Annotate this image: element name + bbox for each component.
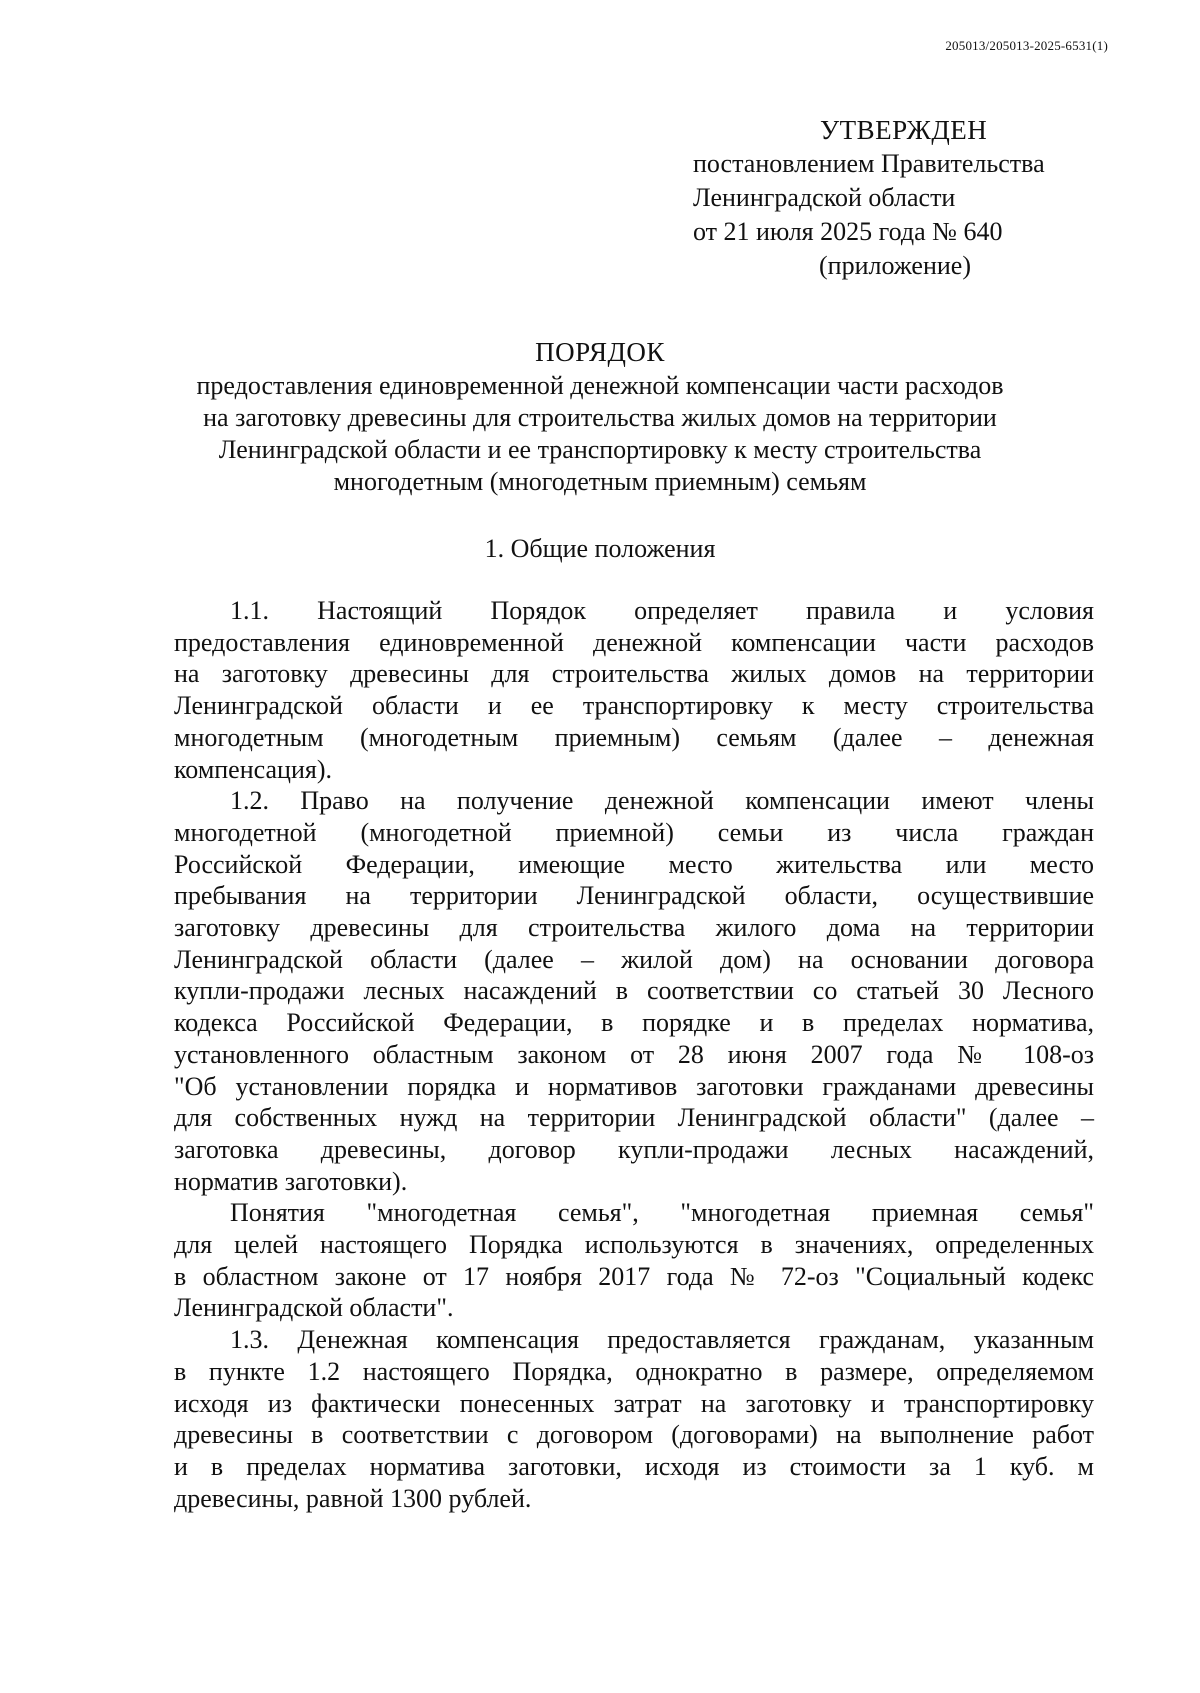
text-line: Ленинградской области (далее – жилой дом) на основании договора [174,944,1094,974]
subtitle-line: многодетным (многодетным приемным) семьям [333,467,867,496]
text-line: предоставления единовременной денежной компенсации части расходов [174,627,1094,657]
text-line: Понятия "многодетная семья", "многодетная приемная семья" [230,1198,1094,1228]
text-line: для целей настоящего Порядка используются в значениях, определенных [174,1230,1094,1260]
section-title: 1. Общие положения [484,534,716,563]
text-line: древесины в соответствии с договором (договорами) на выполнение работ [174,1420,1094,1450]
subtitle-line: Ленинградской области и ее транспортировку к месту строительства [218,435,982,464]
text-line: Ленинградской области". [174,1293,454,1323]
text-line: компенсация). [174,754,332,784]
text-line: Ленинградской области и ее транспортировку к месту строительства [174,691,1094,721]
document-title: ПОРЯДОК [535,337,665,367]
text-line: Российской Федерации, имеющие место жительства или место [174,849,1094,879]
approval-line-2: Ленинградской области [693,183,956,212]
approval-note: (приложение) [819,251,972,280]
text-line: в пункте 1.2 настоящего Порядка, однократно в размере, определяемом [174,1356,1094,1386]
text-line: 1.3. Денежная компенсация предоставляется гражданам, указанным [230,1325,1094,1355]
approval-title: УТВЕРЖДЕН [820,115,988,145]
text-line: 1.1. Настоящий Порядок определяет правила и условия [230,596,1094,625]
text-line: многодетной (многодетной приемной) семьи из числа граждан [174,817,1094,847]
text-line: в областном законе от 17 ноября 2017 года № 72-оз "Социальный кодекс [174,1261,1094,1291]
paragraph-1-2-definitions [174,1197,1094,1324]
subtitle-line: предоставления единовременной денежной компенсации части расходов [196,371,1004,400]
text-line: многодетным (многодетным приемным) семьям (далее – денежная [174,722,1094,752]
text-line: "Об установлении порядка и нормативов заготовки гражданами древесины [174,1071,1094,1101]
text-line: заготовка древесины, договор купли-продажи лесных насаждений, [174,1134,1094,1164]
text-line: для собственных нужд на территории Ленинградской области" (далее – [174,1103,1094,1133]
text-line: норматив заготовки). [174,1166,408,1196]
text-line: кодекса Российской Федерации, в порядке и в пределах норматива, [174,1008,1094,1038]
text-line: исходя из фактически понесенных затрат на заготовку и транспортировку [174,1388,1094,1418]
text-line: древесины, равной 1300 рублей. [174,1483,532,1513]
approval-line-1: постановлением Правительства [693,149,1045,178]
text-line: установленного областным законом от 28 июня 2007 года № 108-оз [174,1039,1094,1069]
document-registration-code: 205013/205013-2025-6531(1) [945,38,1108,53]
text-line: на заготовку древесины для строительства жилых домов на территории [174,659,1094,689]
text-line: купли-продажи лесных насаждений в соответствии со статьей 30 Лесного [174,976,1094,1006]
subtitle-line: на заготовку древесины для строительства жилых домов на территории [203,403,997,432]
document-body [174,595,1094,1514]
approval-block [693,113,1113,283]
approval-line-3: от 21 июля 2025 года № 640 [693,217,1003,246]
text-line: и в пределах норматива заготовки, исходя из стоимости за 1 куб. м [174,1451,1094,1481]
paragraph-1-1 [174,595,1094,785]
text-line: 1.2. Право на получение денежной компенсации имеют члены [230,786,1094,816]
document-subtitle [150,370,1050,498]
text-line: заготовку древесины для строительства жилого дома на территории [174,913,1094,943]
text-line: пребывания на территории Ленинградской области, осуществившие [174,881,1094,911]
paragraph-1-3 [174,1324,1094,1514]
paragraph-1-2 [174,785,1094,1197]
